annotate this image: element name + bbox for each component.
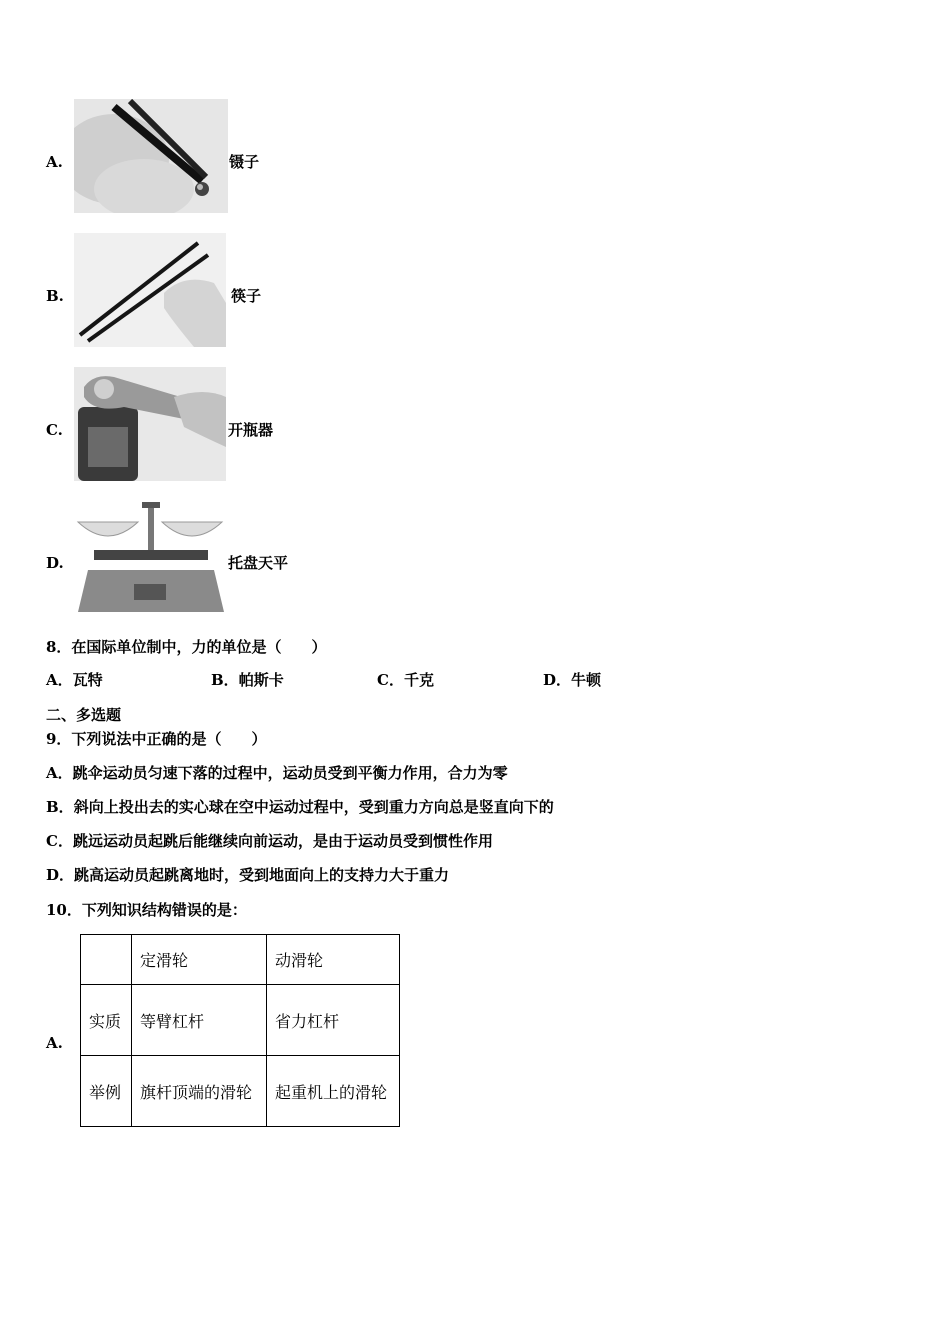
option-c-letter: C. [46, 421, 63, 439]
table-row [81, 985, 400, 1056]
option-a-label: 镊子 [229, 153, 260, 171]
table-cell: 起重机上的滑轮 [267, 1056, 400, 1127]
q8-option-b [211, 670, 284, 690]
q9-option-b-text: 斜向上投出去的实心球在空中运动过程中，受到重力方向总是竖直向下的 [73, 798, 554, 816]
q8-option-b-letter: B． [211, 671, 239, 689]
q8-option-a-letter: A． [46, 671, 73, 689]
table-row-label: 举例 [81, 1056, 132, 1127]
table-header-row [81, 935, 400, 985]
option-d-letter: D. [46, 554, 64, 572]
table-cell [81, 935, 132, 985]
q8-option-b-text: 帕斯卡 [238, 671, 284, 689]
q9-option-b [46, 797, 554, 817]
q8-option-c-text: 千克 [403, 671, 434, 689]
q9-option-d-text: 跳高运动员起跳离地时，受到地面向上的支持力大于重力 [74, 866, 450, 884]
option-d-label: 托盘天平 [228, 554, 289, 572]
q8-option-d-text: 牛顿 [571, 671, 602, 689]
q9-option-a [46, 763, 508, 783]
table-header-cell: 动滑轮 [267, 935, 400, 985]
table-cell: 省力杠杆 [267, 985, 400, 1056]
q8-option-d-letter: D． [543, 671, 572, 689]
section-title: 二、多选题 [46, 706, 122, 724]
q9-option-c-text: 跳远运动员起跳后能继续向前运动，是由于运动员受到惯性作用 [72, 832, 493, 850]
option-b-label: 筷子 [231, 287, 262, 305]
chopsticks-icon [74, 233, 226, 347]
q8-option-c [377, 670, 434, 690]
option-c-label: 开瓶器 [228, 421, 274, 439]
q9-option-c [46, 831, 493, 851]
table-row-label: 实质 [81, 985, 132, 1056]
q9-option-d-letter: D． [46, 866, 75, 884]
table-row [81, 1056, 400, 1127]
table-header-cell: 定滑轮 [132, 935, 267, 985]
tweezers-icon [74, 99, 228, 213]
question-9: 9．下列说法中正确的是（ ） [46, 730, 267, 748]
question-10: 10．下列知识结构错误的是： [46, 901, 247, 919]
bottle-opener-icon [74, 367, 226, 481]
q8-option-a-text: 瓦特 [72, 671, 103, 689]
q9-option-b-letter: B． [46, 798, 74, 816]
q8-option-d [543, 670, 601, 690]
table-cell: 等臂杠杆 [132, 985, 267, 1056]
q10-option-a-letter: A. [46, 1034, 63, 1052]
q8-option-c-letter: C． [377, 671, 404, 689]
table-cell: 旗杆顶端的滑轮 [132, 1056, 267, 1127]
q9-option-c-letter: C． [46, 832, 73, 850]
question-8: 8．在国际单位制中，力的单位是（ ） [46, 638, 327, 656]
q8-option-a [46, 670, 103, 690]
pulley-comparison-table [80, 934, 400, 1127]
balance-scale-icon [74, 500, 226, 615]
option-b-letter: B. [46, 287, 64, 305]
q9-option-a-letter: A． [46, 764, 73, 782]
q9-option-d [46, 865, 449, 885]
q9-option-a-text: 跳伞运动员匀速下落的过程中，运动员受到平衡力作用，合力为零 [72, 764, 508, 782]
option-a-letter: A. [46, 153, 63, 171]
